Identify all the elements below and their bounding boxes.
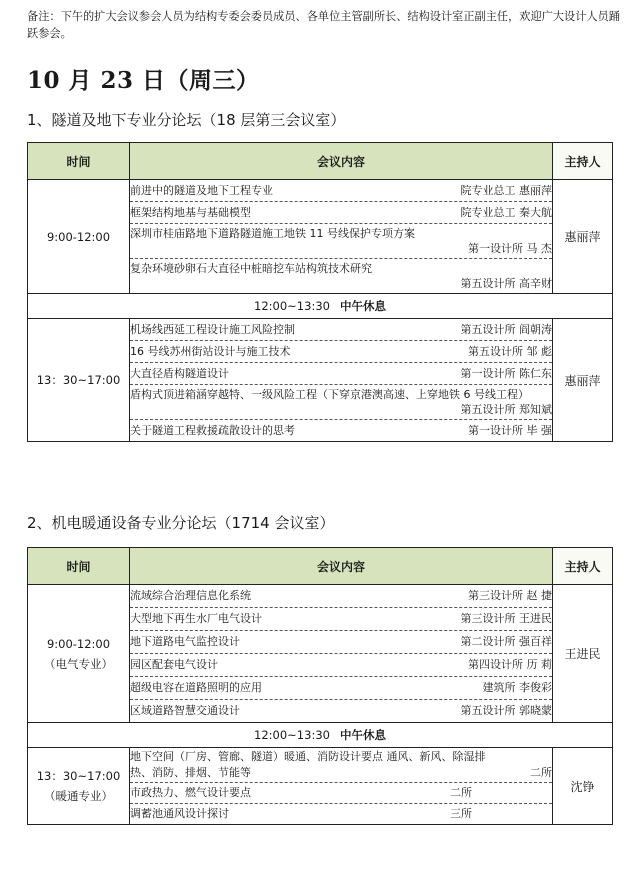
talk-speaker: 第二设计所 强百祥 [460,635,552,648]
talk-speaker: 第三设计所 王进民 [460,612,552,625]
talk-title: 关于隧道工程救援疏散设计的思考 [130,423,295,437]
session-time: 9:00-12:00 [28,180,130,294]
session-subtitle: （电气专业） [44,656,113,671]
note-text: 备注：下午的扩大会议参会人员为结构专委会委员成员、各单位主管副所长、结构设计室正副主任，欢迎广大设计人员踊跃参会。 [27,10,620,40]
header-host: 主持人 [553,143,613,180]
talk-title: 调蓄池通风设计探讨 [130,807,229,820]
talk-speaker: 第五设计所 阎朝涛 [460,322,552,336]
talk-title: 市政热力、燃气设计要点 [130,786,251,799]
talk-speaker: 第四设计所 历 莉 [468,658,552,671]
talk-title: 大型地下再生水厂电气设计 [130,612,262,625]
talk-speaker: 第一设计所 毕 强 [468,423,552,437]
talk-title: 16 号线苏州街站设计与施工技术 [130,344,291,358]
break-time: 12:00~13:30 [254,728,330,742]
session-time: 13：30~17:00 [28,319,130,442]
table-row [28,319,613,341]
talk-speaker: 二所 [530,766,552,779]
talk-speaker: 二所 [450,786,472,799]
date-title: 10 月 23 日（周三） [27,67,260,94]
talk-title: 大直径盾构隧道设计 [130,366,229,380]
talk-speaker: 第一设计所 马 杰 [468,242,552,255]
talk-speaker: 三所 [450,807,472,820]
talk-speaker: 第五设计所 郑知斌 [460,403,552,416]
talk-title: 深圳市桂庙路地下道路隧道施工地铁 11 号线保护专项方案 [130,227,415,240]
talk-title: 复杂环境砂卵石大直径中桩暗挖车站构筑技术研究 [130,262,372,275]
session-host: 惠丽萍 [553,319,613,442]
break-row [28,723,613,748]
talk-speaker: 第五设计所 郭晓蒙 [460,704,552,717]
session-time-cell [28,748,130,825]
talk-speaker: 第五设计所 邹 彪 [468,344,552,358]
forum2-title: 2、机电暖通设备专业分论坛（1714 会议室） [27,514,335,532]
break-time: 12:00~13:30 [254,299,330,313]
header-host: 主持人 [553,548,613,585]
forum2-schedule-table [27,547,613,825]
session-subtitle: （暖通专业） [44,789,113,803]
table-header-row [28,143,613,180]
table-row [28,748,613,783]
break-row [28,294,613,319]
talk-speaker: 第三设计所 赵 捷 [468,589,552,602]
talk-speaker: 建筑所 李俊彩 [482,681,552,694]
talk-title: 区域道路智慧交通设计 [130,704,240,717]
break-label: 中午休息 [339,728,386,742]
session-host: 沈铮 [553,748,613,825]
talk-title: 机场线西延工程设计施工风险控制 [130,322,295,336]
table-header-row [28,548,613,585]
talk-speaker: 院专业总工 惠丽萍 [460,183,552,197]
session-host: 王进民 [553,585,613,723]
talk-speaker: 院专业总工 秦大航 [460,205,552,219]
talk-title: 盾构式顶进箱涵穿越特、一级风险工程（下穿京港澳高速、上穿地铁 6 号线工程） [130,388,529,401]
talk-title: 流域综合治理信息化系统 [130,589,251,602]
header-content: 会议内容 [130,143,553,180]
header-time: 时间 [28,143,130,180]
session-time: 13：30~17:00 [36,769,121,783]
session-time-cell [28,585,130,723]
forum1-title: 1、隧道及地下专业分论坛（18 层第三会议室） [27,111,346,129]
talk-speaker: 第五设计所 高辛财 [460,277,552,290]
session-host: 惠丽萍 [553,180,613,294]
talk-title: 地下道路电气监控设计 [130,635,240,648]
header-content: 会议内容 [130,548,553,585]
table-row [28,585,613,608]
header-time: 时间 [28,548,130,585]
talk-title: 地下空间（厂房、管廊、隧道）暖通、消防设计要点 通风、新风、除湿排热、消防、排烟、节能等 [130,750,486,779]
talk-title: 前进中的隧道及地下工程专业 [130,183,273,197]
table-row [28,180,613,202]
forum1-schedule-table [27,142,613,442]
talk-speaker: 第一设计所 陈仁东 [460,366,552,380]
talk-title: 框架结构地基与基础模型 [130,205,251,219]
talk-title: 超级电容在道路照明的应用 [130,681,262,694]
break-label: 中午休息 [339,299,386,313]
session-time: 9:00-12:00 [46,636,111,651]
talk-title: 园区配套电气设计 [130,658,218,671]
